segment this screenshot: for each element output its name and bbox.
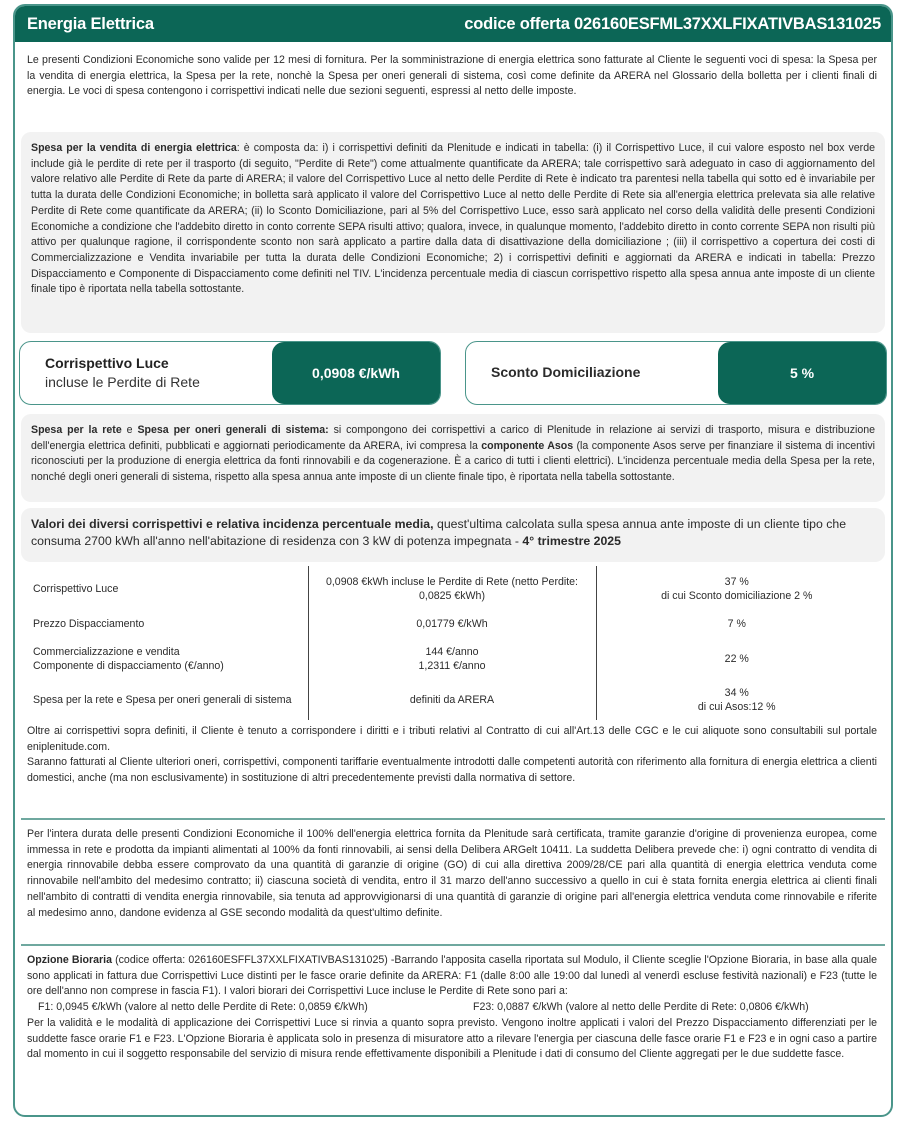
green-energy-paragraph: Per l'intera durata delle presenti Condizioni Economiche il 100% dell'energia elettrica fornita da Plenitude sarà certificata, tramite garanzie d'origine di provenienza europea, come immessa in rete e prodotta da impianti alimentati al 100% da fonti rinnovabili, ai sensi della Delibera ARGelt 10411. La suddetta Delibera prevede che: i) ogni contratto di vendita di energia rinnovabile debba essere comprovato da una quantità di garanzie di origine (GO) di cui alla direttiva 2009/28/CE pari alla quantità di energia elettrica venduta come rinnovabile nell'ambito del medesimo contratto; ii) ciascuna società di vendita, entro il 31 marzo dell'anno successivo a quello in cui è stata fornita energia elettrica ai clienti finali nell'ambito di contratti di vendita energia rinnovabile, sia tenuta ad approvvigionarsi di una quantità di garanzie di origine pari all'energia elettrica venduta come rinnovabile e riferite al medesimo anno, dandone evidenza al GSE secondo modalità da quest'ultimo definite. — [27, 828, 877, 919]
vendita-text: : è composta da: i) i corrispettivi definiti da Plenitude e indicati in tabella: (i) il Corrispettivo Luce, il cui valore esposto nel box verde include già le perdite di rete per il trasporto (di seguito, "Perdite di Rete") come attualmente quantificate da ARERA; tale corrispettivo sarà adeguato in caso di aggiornamento del valore relativo alle Perdite di Rete da parte di ARERA; il valore del Corrispettivo Luce al netto delle Perdite di Rete è indicato tra parentesi nella tabella qui sotto ed è invariabile per tutta la durata delle Condizioni Economiche; in bolletta sarà applicato il valore del Corrispettivo Luce al netto delle Perdite di Rete sia all'energia elettrica prelevata sia alle relative Perdite di Rete come quantificate da ARERA; (ii) lo Sconto Domiciliazione, pari al 5% del Corrispettivo Luce, esso sarà applicato nel corso della validità delle presenti Condizioni Economiche a condizione che l'addebito diretto in conto corrente SEPA risulti attivo; qualora, invece, in qualunque momento, l'addebito diretto in conto corrente SEPA non risulti più attivo per qualunque ragione, il corrispondente sconto non sarà applicato a partire dalla data di disattivazione della domiciliazione ; (iii) il corrispettivo a copertura dei costi di Commercializzazione e Vendita invariabile per tutta la durata delle Condizioni Economiche; 2) i corrispettivi definiti e aggiornati da ARERA e indicati in tabella: Prezzo Dispacciamento e Componente di Dispacciamento come definiti nel TIV. L'incidenza percentuale media di ciascun corrispettivo rispetto alla spesa annua ante imposte di un cliente finale tipo è riportata nella tabella sottostante. — [31, 142, 875, 296]
pct-value: 37 % — [724, 575, 749, 588]
vendita-section — [21, 132, 885, 333]
f23-value: F23: 0,0887 €/kWh (valore al netto delle Perdite di Rete: 0,0806 €/kWh) — [473, 1001, 809, 1014]
sconto-domiciliazione-box — [465, 341, 887, 405]
rete-and: e — [121, 424, 138, 436]
oneri-note: Saranno fatturati al Cliente ulteriori oneri, corrispettivi, componenti tariffarie eventualmente introdotti dalle competenti autorità con riferimento alla fornitura di energia elettrica a clienti domestici, anche (ma non esclusivamente) in sostituzione di altri precedentemente previsti dalla normativa di settore. — [27, 756, 877, 785]
table-row — [25, 566, 877, 610]
rete-heading: Spesa per la rete — [31, 424, 122, 436]
row-pct: 7 % — [727, 617, 746, 630]
row-pct — [596, 680, 877, 720]
row-pct: 22 % — [724, 652, 749, 665]
bioraria-section — [15, 946, 891, 1063]
row-value — [308, 638, 596, 680]
offer-code: codice offerta 026160ESFML37XXLFIXATIVBAS131025 — [464, 14, 881, 33]
rete-text-2: (la componente Asos serve per finanziare il sistema di incentivi riconosciuti per la produzione di energia elettrica da fonti rinnovabili e da cogenerazione. È a carico di tutti i clienti elettrici). L'incidenza percentuale media della Spesa per la rete, nonché degli oneri generali di sistema, rispetto alla spesa annua ante imposte di un cliente finale tipo, è riportata nella tabella sottostante. — [31, 439, 875, 484]
luce-label: Corrispettivo Luce — [45, 355, 169, 371]
oneri-heading: Spesa per oneri generali di sistema: — [137, 424, 329, 436]
asos-term: componente Asos — [481, 439, 574, 452]
table-row — [25, 680, 877, 720]
bioraria-closing: Per la validità e le modalità di applicazione dei Corrispettivi Luce si rinvia a quanto sopra previsto. Vengono inoltre applicati i valori del Prezzo Dispacciamento differenziati per le suddette fasce orarie F1 e F23. L'Opzione Bioraria è applicata solo in presenza di misuratore atto a rilevare l'energia per ciascuna delle fasce orarie F1 e F23 e in ogni caso a partire dal momento in cui il soggetto responsabile del servizio di misura rende effettivamente disponibili a Plenitude i dati di consumo del Cliente aggregati per le due suddette fasce. — [27, 1016, 877, 1061]
corrispettivo-luce-box — [19, 341, 441, 405]
row-pct — [596, 566, 877, 610]
luce-value: 0,0908 €/kWh — [272, 342, 440, 404]
valori-text: quest'ultima calcolata sulla spesa annua ante imposte di un cliente tipo che consuma 2700 kWh all'anno nell'abitazione di residenza con 3 kW di potenza impegnata - — [31, 517, 847, 548]
fasce-values — [27, 1000, 877, 1016]
f1-value: F1: 0,0945 €/kWh (valore al netto delle Perdite di Rete: 0,0859 €/kWh) — [38, 1001, 368, 1014]
row-name: Corrispettivo Luce — [33, 582, 119, 595]
tributi-note: Oltre ai corrispettivi sopra definiti, il Cliente è tenuto a corrispondere i diritti e i tributi relativi al Contratto di cui all'Art.13 delle CGC e le cui aliquote sono consultabili sul portale eniplenitude.com. — [27, 725, 877, 753]
pct-note: di cui Asos:12 % — [697, 701, 776, 713]
valori-period: 4° trimestre 2025 — [522, 534, 621, 548]
row-name-2: Componente di dispacciamento (€/anno) — [33, 660, 224, 672]
table-row — [25, 610, 877, 638]
corrispettivi-table — [25, 566, 877, 720]
price-boxes — [15, 333, 891, 405]
bioraria-text: (codice offerta: 026160ESFFL37XXLFIXATIVBAS131025) -Barrando l'apposita casella riportata sul Modulo, il Cliente sceglie l'Opzione Bioraria, in base alla quale sono applicati in fattura due Corrispettivi Luce distinti per le fasce orarie definite da ARERA: F1 (dalle 8:00 alle 19:00 dal lunedì al venerdì escluse festività nazionali) e F23 (tutte le ore dell'anno non comprese in fascia F1). I valori biorari dei Corrispettivi Luce incluse le Perdite di Rete sono pari a: — [27, 954, 878, 998]
row-value-1: 144 €/anno — [425, 645, 479, 658]
sconto-value: 5 % — [718, 342, 886, 404]
row-value: definiti da ARERA — [308, 680, 596, 720]
pct-note: di cui Sconto domiciliazione 2 % — [661, 590, 813, 602]
table-row — [25, 638, 877, 680]
sconto-label: Sconto Domiciliazione — [491, 364, 641, 380]
valori-heading: Valori dei diversi corrispettivi e relativa incidenza percentuale media, — [31, 517, 434, 531]
row-name: Spesa per la rete e Spesa per oneri generali di sistema — [33, 693, 292, 706]
row-value-2: 1,2311 €/anno — [418, 660, 486, 672]
row-name: Prezzo Dispacciamento — [33, 617, 145, 630]
rete-text: si compongono dei corrispettivi a carico di Plenitude in relazione ai servizi di trasporto, misura e distribuzione dell'energia elettrica definiti, pubblicati e aggiornati periodicamente da ARERA, ivi compresa la — [31, 424, 876, 452]
offer-header — [15, 6, 891, 42]
row-name — [25, 638, 308, 680]
valori-section — [21, 508, 885, 562]
row-value: 0,0908 €kWh incluse le Perdite di Rete (netto Perdite: 0,0825 €kWh) — [308, 566, 596, 610]
intro-paragraph: Le presenti Condizioni Economiche sono valide per 12 mesi di fornitura. Per la somministrazione di energia elettrica sono fatturate al Cliente le seguenti voci di spesa: la Spesa per la vendita di energia elettrica, la Spesa per la rete, nonchè la Spesa per oneri generali di sistema, così come definite da ARERA nel Glossario della bolletta per i clienti finali di energia. Le voci di spesa contengono i corrispettivi indicati nelle due sezioni seguenti, espressi al netto delle imposte. — [27, 54, 877, 98]
luce-sublabel: incluse le Perdite di Rete — [45, 374, 200, 390]
after-table-notes — [15, 720, 891, 818]
bioraria-heading: Opzione Bioraria — [27, 954, 112, 966]
row-value: 0,01779 €/kWh — [308, 610, 596, 638]
pct-value: 34 % — [724, 686, 749, 699]
rete-section — [21, 414, 885, 502]
offer-card — [13, 4, 893, 1117]
row-name-1: Commercializzazione e vendita — [33, 645, 180, 658]
vendita-heading: Spesa per la vendita di energia elettrica — [31, 142, 237, 154]
offer-title: Energia Elettrica — [27, 14, 154, 33]
